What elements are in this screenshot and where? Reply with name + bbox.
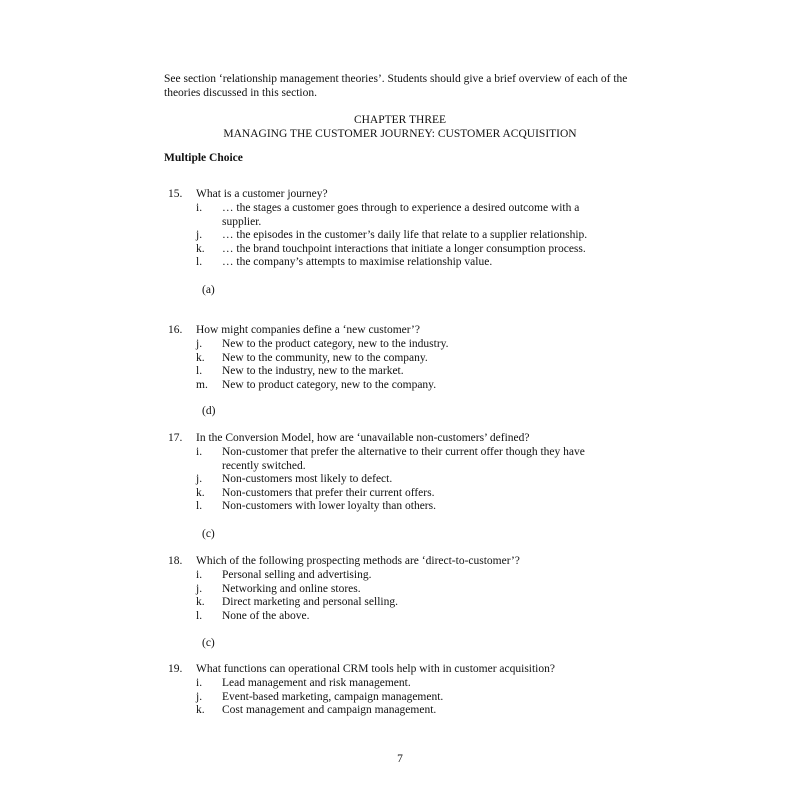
option-label: l. [196,256,203,269]
option-text: … the brand touchpoint interactions that initiate a longer consumption process. [222,242,586,255]
page-number: 7 [397,753,403,765]
option-label: l. [196,365,203,378]
option-text: None of the above. [222,609,310,622]
question-text: How might companies define a ‘new customer’? [196,324,420,336]
option-text: Direct marketing and personal selling. [222,596,398,609]
options-list [196,677,616,718]
chapter-title: CHAPTER THREE [353,114,447,126]
question-number: 18. [168,555,183,567]
option-item [196,365,616,379]
question-number: 16. [168,324,183,336]
chapter-subtitle: MANAGING THE CUSTOMER JOURNEY: CUSTOMER ACQUISITION [223,128,577,140]
options-list [196,446,616,514]
option-label: k. [196,486,205,499]
option-text: New to the industry, new to the market. [222,365,404,378]
option-label: k. [196,242,205,255]
option-item [196,229,616,243]
question-number: 15. [168,188,183,200]
option-text: Non-customers with lower loyalty than others. [222,500,436,513]
option-item [196,446,616,473]
option-label: l. [196,500,203,513]
answer-key: (a) [202,284,215,296]
option-label: i. [196,446,203,458]
option-label: j. [196,582,203,595]
question-text: What is a customer journey? [196,188,328,200]
options-list [196,338,616,392]
option-text: Non-customers that prefer their current offers. [222,486,435,499]
section-heading: Multiple Choice [164,152,243,164]
answer-key: (c) [202,637,215,649]
option-item [196,569,616,583]
option-text: Personal selling and advertising. [222,569,372,581]
option-label: i. [196,202,203,214]
option-label: k. [196,351,205,364]
option-item [196,202,616,229]
option-item [196,243,616,257]
option-text: Networking and online stores. [222,582,361,595]
option-item [196,352,616,366]
question-number: 19. [168,663,183,675]
option-item [196,596,616,610]
option-text: … the episodes in the customer’s daily life that relate to a supplier relationship. [222,229,588,242]
option-item [196,487,616,501]
option-item [196,379,616,393]
intro-paragraph: See section ‘relationship management theories’. Students should give a brief overview of each of the theories discussed in this section. [164,73,628,99]
option-label: i. [196,569,203,581]
option-item [196,691,616,705]
option-item [196,583,616,597]
answer-key: (c) [202,528,215,540]
options-list [196,569,616,623]
option-text: Event-based marketing, campaign management. [222,690,444,703]
question-text: In the Conversion Model, how are ‘unavailable non-customers’ defined? [196,432,530,444]
option-item [196,677,616,691]
option-text: New to the community, new to the company. [222,351,428,364]
question-text: What functions can operational CRM tools help with in customer acquisition? [196,663,555,675]
option-item [196,256,616,270]
option-text: … the stages a customer goes through to experience a desired outcome with a supplier. [222,202,580,228]
option-label: k. [196,704,205,717]
answer-key: (d) [202,405,216,417]
option-label: l. [196,609,203,622]
option-item [196,338,616,352]
option-text: Lead management and risk management. [222,677,411,689]
option-item [196,500,616,514]
option-item [196,473,616,487]
question-number: 17. [168,432,183,444]
option-item [196,610,616,624]
option-text: New to product category, new to the company. [222,378,437,391]
option-label: j. [196,473,203,486]
options-list [196,202,616,270]
option-item [196,704,616,718]
option-text: Non-customers most likely to defect. [222,473,393,486]
option-label: j. [196,690,203,703]
option-label: j. [196,338,203,350]
option-label: i. [196,677,203,689]
option-label: m. [196,378,208,391]
option-text: Non-customer that prefer the alternative to their current offer though they have recently switched. [222,446,585,472]
option-label: j. [196,229,203,242]
option-label: k. [196,596,205,609]
option-text: New to the product category, new to the industry. [222,338,449,350]
option-text: Cost management and campaign management. [222,704,437,717]
question-text: Which of the following prospecting methods are ‘direct-to-customer’? [196,555,520,567]
option-text: … the company’s attempts to maximise relationship value. [222,256,493,269]
